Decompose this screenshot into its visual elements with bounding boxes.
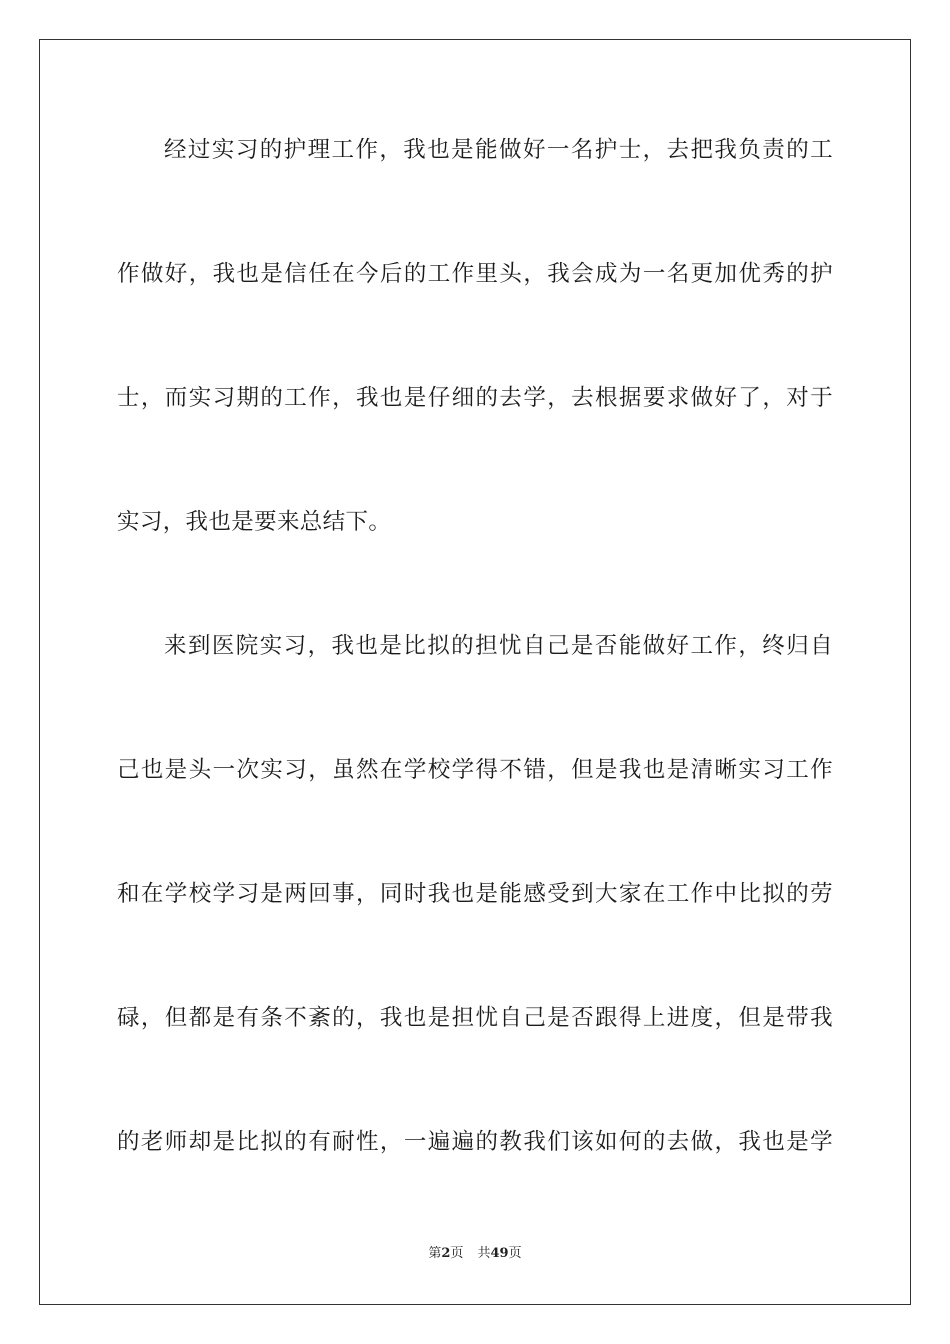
paragraph-1-line-3: 士，而实习期的工作，我也是仔细的去学，去根据要求做好了，对于 — [117, 385, 833, 411]
paragraph-1-line-4: 实习，我也是要来总结下。 — [117, 509, 392, 535]
page-number: 2 — [441, 1246, 451, 1261]
paragraph-1-line-2: 作做好，我也是信任在今后的工作里头，我会成为一名更加优秀的护 — [117, 261, 833, 287]
page-suffix: 页 — [450, 1246, 464, 1261]
page-border — [39, 39, 911, 1305]
total-suffix: 页 — [508, 1246, 522, 1261]
paragraph-2-line-3: 和在学校学习是两回事，同时我也是能感受到大家在工作中比拟的劳 — [117, 881, 833, 907]
paragraph-1-line-1: 经过实习的护理工作，我也是能做好一名护士，去把我负责的工 — [164, 137, 833, 163]
paragraph-2-line-2: 己也是头一次实习，虽然在学校学得不错，但是我也是清晰实习工作 — [117, 757, 833, 783]
total-prefix: 共 — [477, 1246, 491, 1261]
paragraph-2-line-5: 的老师却是比拟的有耐性，一遍遍的教我们该如何的去做，我也是学 — [117, 1129, 833, 1155]
page-prefix: 第 — [428, 1246, 442, 1261]
total-pages: 49 — [490, 1246, 509, 1261]
paragraph-2-line-4: 碌，但都是有条不紊的，我也是担忧自己是否跟得上进度，但是带我 — [117, 1005, 833, 1031]
paragraph-2-line-1: 来到医院实习，我也是比拟的担忧自己是否能做好工作，终归自 — [164, 633, 833, 659]
page-footer — [0, 1245, 950, 1263]
